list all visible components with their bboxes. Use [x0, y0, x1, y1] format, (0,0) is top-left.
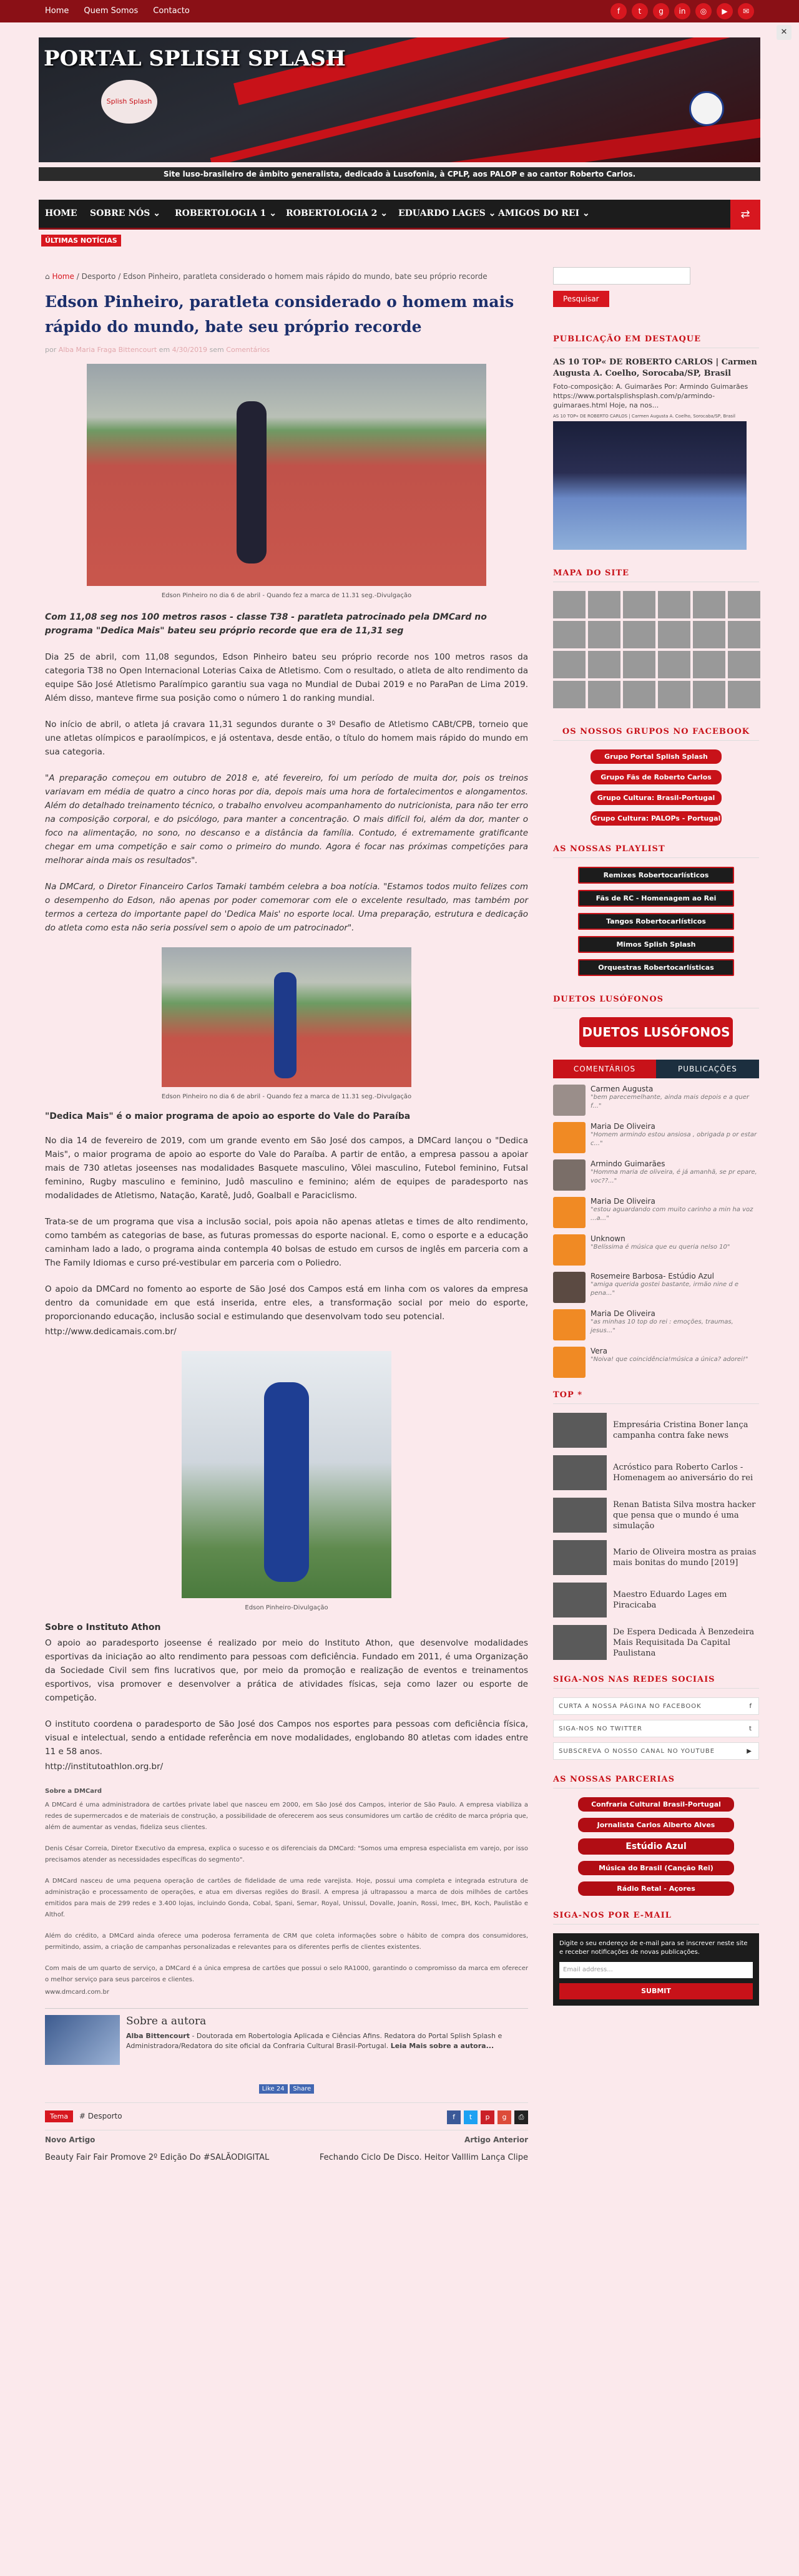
small-3: A DMCard nasceu de uma pequena operação de cartões de fidelidade de uma rede varejista. Hoje, possui uma completa e integrada estrutura de administração e processamento de operações, e atua em diversas regiões do Brasil. A empresa já ultrapassou a marca de dois milhões de cartões emitidos para mais de 299 redes e 3.400 lojas, incluindo Gonda, Cobal, Spani, Semar, Royal, Unissul, Dovalle, Joanin, Rossi, Imec, BH, Koch, Paulistão e Althof. — [45, 1878, 528, 1918]
post-footer — [45, 2102, 528, 2130]
small-5: Com mais de um quarto de serviço, a DMCard é a única empresa de cartões que possui o selo RA1000, garantindo o compromisso da marca em oferecer o melhor serviço para seus parceiros e clientes. — [45, 1965, 528, 1983]
avatar — [553, 1234, 586, 1266]
map-thumb[interactable] — [658, 621, 690, 648]
fb-like-button[interactable]: Like 24 — [259, 2084, 288, 2094]
partner-link[interactable]: Confraria Cultural Brasil-Portugal — [578, 1797, 734, 1812]
close-icon[interactable]: ✕ — [777, 25, 792, 40]
email-text: Digite o seu endereço de e-mail para se inscrever neste site e receber notificações de novas publicações. — [559, 1940, 748, 1956]
partner-link[interactable]: Rádio Retal - Açores — [578, 1881, 734, 1896]
map-thumb[interactable] — [623, 651, 655, 678]
comment-tabs — [553, 1060, 759, 1078]
post-title: Edson Pinheiro, paratleta considerado o homem mais rápido do mundo, bate seu próprio recorde — [45, 293, 514, 336]
comment-item[interactable]: Maria De Oliveira "Homem armindo estou ansiosa , obrigada p or estar c..." — [553, 1122, 759, 1153]
groups-heading: OS NOSSOS GRUPOS NO FACEBOOK — [553, 727, 759, 741]
nav-sobre-nos[interactable]: SOBRE NÓS ⌄ — [90, 208, 161, 218]
nav-home[interactable]: HOME — [45, 208, 77, 218]
fb-buttons — [45, 2084, 528, 2092]
featured-title[interactable]: AS 10 TOP« DE ROBERTO CARLOS | Carmen Augusta A. Coelho, Sorocaba/SP, Brasil — [553, 358, 757, 378]
avatar — [553, 1309, 586, 1340]
avatar — [553, 1159, 586, 1191]
duetos-heading: DUETOS LUSÓFONOS — [553, 995, 759, 1008]
share-icons — [447, 2110, 528, 2124]
comment-item[interactable]: Carmen Augusta "bem parecemelhante, ainda mais depois e a quer f..." — [553, 1085, 759, 1116]
map-thumb[interactable] — [728, 621, 760, 648]
follow-facebook[interactable]: CURTA A NOSSA PÁGINA NO FACEBOOK f — [553, 1697, 759, 1715]
top-heading: TOP * — [553, 1390, 759, 1404]
top-nav — [45, 0, 205, 22]
photo-caption-1: Edson Pinheiro no dia 6 de abril - Quando fez a marca de 11.31 seg.-Divulgação — [161, 592, 412, 599]
duetos-button[interactable]: DUETOS LUSÓFONOS — [579, 1017, 733, 1047]
map-thumb[interactable] — [658, 681, 690, 708]
follow-youtube[interactable]: SUBSCREVA O NOSSO CANAL NO YOUTUBE ▶ — [553, 1742, 759, 1760]
news-ticker — [39, 232, 760, 252]
photo-caption-2: Edson Pinheiro no dia 6 de abril - Quando fez a marca de 11.31 seg.-Divulgação — [161, 1093, 412, 1100]
follow-heading: SIGA-NOS NAS REDES SOCIAIS — [553, 1675, 759, 1689]
map-thumb[interactable] — [728, 591, 760, 618]
site-logo: Splish Splash — [101, 80, 157, 124]
youtube-icon: ▶ — [747, 1748, 752, 1755]
sidebar — [553, 267, 759, 2006]
partner-link[interactable]: Estúdio Azul — [578, 1838, 734, 1855]
featured-image[interactable] — [553, 421, 747, 550]
nav-eduardo-lages[interactable]: EDUARDO LAGES ⌄ — [398, 208, 496, 218]
map-thumb[interactable] — [553, 621, 586, 648]
map-thumb[interactable] — [693, 621, 725, 648]
breadcrumb-current: Edson Pinheiro, paratleta considerado o homem mais rápido do mundo, bate seu próprio recorde — [123, 272, 488, 281]
breadcrumb-home[interactable]: Home — [52, 272, 74, 281]
top-item[interactable]: De Espera Dedicada À Benzedeira Mais Requisitada Da Capital Paulistana — [553, 1625, 759, 1660]
paragraph-6: Trata-se de um programa que visa a inclusão social, pois apoia não apenas atletas e times de alto rendimento, como também as categorias de base, as futuras promessas do esporte nacional. E, como o esporte e a educação caminham lado a lado, o programa ainda contempla 40 bolsas de estudo em cursos de inglês em parceria com a The Family Idiomas e curso pré-vestibular em parceria com o Poliedro. — [45, 1217, 528, 1268]
newer-label: Novo Artigo — [45, 2135, 96, 2144]
paragraph-4: Na DMCard, o Diretor Financeiro Carlos Tamaki também celebra a boa notícia. "Estamos todos muito felizes com o desempenho do Edson, não apenas por poder comemorar com ele o excelente resultado, mas também por termos a certeza do importante papel do 'Dedica Mais' no esporte local. Uma preparação, estrutura e dedicação do atleta como esta não seria possível sem o apoio de um patrocinador". — [45, 882, 528, 933]
twitter-icon: t — [749, 1725, 752, 1732]
linkedin-icon[interactable]: in — [674, 3, 690, 19]
group-link[interactable]: Grupo Cultura: PALOPs - Portugal — [591, 811, 722, 826]
comment-item[interactable]: Maria De Oliveira "as minhas 10 top do rei : emoções, traumas, jesus..." — [553, 1309, 759, 1340]
breadcrumb-category[interactable]: Desporto — [81, 272, 116, 281]
map-heading: MAPA DO SITE — [553, 568, 759, 582]
top-item[interactable]: Maestro Eduardo Lages em Piracicaba — [553, 1583, 759, 1617]
follow-twitter[interactable]: SIGA-NOS NO TWITTER t — [553, 1720, 759, 1737]
map-thumb[interactable] — [728, 651, 760, 678]
comment-item[interactable]: Rosemeire Barbosa- Estúdio Azul "amiga querida gostei bastante, irmão nine d e pena..." — [553, 1272, 759, 1303]
top-item[interactable]: Renan Batista Silva mostra hacker que pensa que o mundo é uma simulação — [553, 1498, 759, 1533]
ticker-label: ÚLTIMAS NOTÍCIAS — [41, 235, 121, 246]
playlist-link[interactable]: Orquestras Robertocarlísticas — [578, 959, 734, 976]
comment-item[interactable]: Maria De Oliveira "estou aguardando com muito carinho a min ha voz ...a..." — [553, 1197, 759, 1228]
map-thumb[interactable] — [588, 681, 620, 708]
shuffle-icon[interactable]: ⇄ — [730, 200, 760, 230]
link-dmcard[interactable]: www.dmcard.com.br — [45, 1989, 109, 1996]
post-author[interactable]: Alba Maria Fraga Bittencourt — [58, 346, 157, 354]
facebook-icon: f — [749, 1703, 752, 1710]
map-thumb[interactable] — [588, 591, 620, 618]
post-comments-link[interactable]: Comentários — [226, 346, 270, 354]
map-thumb[interactable] — [693, 651, 725, 678]
article — [45, 272, 528, 2165]
top-link-quem-somos[interactable]: Quem Somos — [84, 6, 139, 16]
section-heading-dmcard: Sobre a DMCard — [45, 1788, 102, 1795]
comment-item[interactable]: Armindo Guimarães "Homma maria de oliveira, é já amanhã, se pr epare, voc??..." — [553, 1159, 759, 1191]
link-athon[interactable]: http://institutoathlon.org.br/ — [45, 1762, 164, 1772]
mail-icon[interactable]: ✉ — [738, 3, 754, 19]
photo-caption-3: Edson Pinheiro-Divulgação — [245, 1604, 328, 1611]
playlist-link[interactable]: Tangos Robertocarlísticos — [578, 913, 734, 930]
section-heading-athon: Sobre o Instituto Athon — [45, 1622, 161, 1632]
post-lead: Com 11,08 seg nos 100 metros rasos - classe T38 - paratleta patrocinado pela DMCard no programa "Dedica Mais" bateu seu próprio recorde que era de 11,31 seg — [45, 612, 487, 636]
share-google-icon[interactable]: g — [498, 2110, 511, 2124]
top-item[interactable]: Empresária Cristina Boner lança campanha contra fake news — [553, 1413, 759, 1448]
partners-heading: AS NOSSAS PARCERIAS — [553, 1775, 759, 1788]
featured-small: AS 10 TOP« DE ROBERTO CARLOS | Carmen Augusta A. Coelho, Sorocaba/SP, Brasil — [553, 414, 735, 419]
map-thumb[interactable] — [623, 591, 655, 618]
twitter-icon[interactable]: t — [632, 3, 648, 19]
email-heading: SIGA-NOS POR E-MAIL — [553, 1911, 759, 1925]
group-link[interactable]: Grupo Portal Splish Splash — [591, 749, 722, 764]
older-label: Artigo Anterior — [464, 2135, 528, 2144]
tag-label: Tema — [45, 2110, 73, 2122]
section-heading-dedica: "Dedica Mais" é o maior programa de apoio ao esporte do Vale do Paraíba — [45, 1111, 411, 1121]
share-twitter-icon[interactable]: t — [464, 2110, 478, 2124]
map-thumb[interactable] — [588, 651, 620, 678]
map-thumb[interactable] — [553, 651, 586, 678]
group-link[interactable]: Grupo Fãs de Roberto Carlos — [591, 770, 722, 784]
athlete-figure-2 — [274, 972, 297, 1078]
top-link-contacto[interactable]: Contacto — [153, 6, 190, 16]
comments-list — [553, 1085, 759, 1378]
post-nav — [45, 2130, 528, 2165]
avatar — [553, 1347, 586, 1378]
share-facebook-icon[interactable]: f — [447, 2110, 461, 2124]
avatar — [553, 1085, 586, 1116]
site-title[interactable]: PORTAL SPLISH SPLASH — [44, 46, 346, 71]
top-list — [553, 1413, 759, 1660]
top-item[interactable]: Mario de Oliveira mostra as praias mais bonitas do mundo [2019] — [553, 1540, 759, 1575]
paragraph-8: O apoio ao paradesporto joseense é realizado por meio do Instituto Athon, que desenvolve modalidades esportivas da iniciação ao alto rendimento para pessoas com deficiência. Fundado em 2011, é uma Organização da Sociedade Civil sem fins lucrativos que, por meio da promoção e realização de eventos e treinamentos esportivos, visa promover e desenvolver a prática de atividades físicas, seja como lazer ou esporte de competição. — [45, 1638, 528, 1703]
nav-robertologia-2[interactable]: ROBERTOLOGIA 2 ⌄ — [286, 208, 388, 218]
newer-post-link[interactable]: Beauty Fair Fair Promove 2º Edição Do #SALÃODIGITAL — [45, 2153, 270, 2162]
author-box: Sobre a autora Alba Bittencourt - Doutorada em Robertologia Aplicada e Ciências Afins. Redatora do Portal Splish Splash e Administradora/Redatora do site oficial da Confraria Cultural Brasil-Portugal. Leia Mais sobre a autora... — [45, 2008, 528, 2065]
comment-item[interactable]: Unknown "Belíssima é música que eu queria nelso 10" — [553, 1234, 759, 1266]
paragraph-1: Dia 25 de abril, com 11,08 segundos, Edson Pinheiro bateu seu próprio recorde nos 100 metros rasos da categoria T38 no Open Internacional Loterias Caixa de Atletismo. Com o resultado, o atleta de alto rendimento da equipe São José Atletismo Paralímpico garantiu sua vaga no Mundial de Dubai 2019 e no ParaPan de Lima 2019. Além disso, manteve firme sua posição como o número 1 do ranking mundial. — [45, 652, 528, 703]
main-nav — [39, 200, 760, 230]
author-name[interactable]: Alba Bittencourt — [126, 2032, 190, 2040]
breadcrumb-home-icon: ⌂ — [45, 272, 52, 281]
map-thumb[interactable] — [728, 681, 760, 708]
author-photo — [45, 2015, 120, 2065]
author-heading: Sobre a autora — [126, 2015, 207, 2027]
comment-item[interactable]: Vera "Noiva! que coincidência!música a única? adorei!" — [553, 1347, 759, 1378]
nav-robertologia-1[interactable]: ROBERTOLOGIA 1 ⌄ — [175, 208, 277, 218]
featured-text: Foto-composição: A. Guimarães Por: Armindo Guimarães https://www.portalsplishsplash.com/p/armindo-guimaraes.html Hoje, na nos... — [553, 383, 748, 409]
emblem-icon — [689, 91, 724, 126]
small-4: Além do crédito, a DMCard ainda oferece uma poderosa ferramenta de CRM que coleta informações sobre o hábito de compra dos consumidores, permitindo, assim, a criação de campanhas personalizadas e relevantes para os diferentes perfis de clientes existentes. — [45, 1933, 528, 1951]
instagram-icon[interactable]: ◎ — [695, 3, 712, 19]
playlist-list — [578, 867, 734, 976]
search-input[interactable] — [553, 267, 690, 285]
youtube-icon[interactable]: ▶ — [717, 3, 733, 19]
playlist-link[interactable]: Mimos Splish Splash — [578, 936, 734, 953]
search-button[interactable]: Pesquisar — [553, 291, 609, 307]
avatar — [553, 1197, 586, 1228]
paragraph-9: O instituto coordena o paradesporto de São José dos Campos nos esportes para pessoas com deficiência física, visual e intelectual, sendo a entidade referência em nove modalidades, englobando 80 atletas com idades entre 11 e 58 anos. — [45, 1719, 528, 1757]
playlist-link[interactable]: Remixes Robertocarlísticos — [578, 867, 734, 884]
paragraph-quote: "A preparação começou em outubro de 2018 e, até fevereiro, foi um período de muita dor, pois os treinos variavam em média de quatro a cinco horas por dia, depois mais uma hora de fortalecimentos e alongamentos. Além do detalhado treinamento técnico, o trabalho envolveu acompanhamento do nutricionista, para não ter erro na composição corporal, e do psicólogo, para manter a concentração. O mais difícil foi, além da dor, manter o foco na alimentação, no sono, no descanso e a distância da família. Contudo, é extremamente gratificante chegar em uma competição e sair como o primeiro do mundo. Agora é focar nas próximas competições para melhorar ainda mais os resultados". — [45, 773, 528, 866]
top-bar — [0, 0, 799, 22]
partner-link[interactable]: Jornalista Carlos Alberto Alves — [578, 1818, 734, 1832]
follow-list — [553, 1697, 759, 1760]
athlete-figure-3 — [264, 1382, 309, 1582]
breadcrumb: ⌂ Home / Desporto / Edson Pinheiro, paratleta considerado o homem mais rápido do mundo, bate seu próprio recorde — [45, 272, 488, 281]
partner-link[interactable]: Música do Brasil (Canção Rei) — [578, 1861, 734, 1875]
map-thumb[interactable] — [658, 591, 690, 618]
tab-publicacoes[interactable]: PUBLICAÇÕES — [656, 1060, 759, 1078]
older-post-link[interactable]: Fechando Ciclo De Disco. Heitor Valllim Lança Clipe — [319, 2153, 528, 2162]
map-thumb[interactable] — [588, 621, 620, 648]
partners-list — [578, 1797, 734, 1896]
email-input[interactable]: Email address... — [559, 1962, 753, 1978]
small-2: Denis César Correia, Diretor Executivo da empresa, explica o sucesso e os diferenciais da DMCard: "Somos uma empresa especialista em varejo, por isso precisamos atender as necessidades específicas do segmento". — [45, 1845, 528, 1863]
top-link-home[interactable]: Home — [45, 6, 69, 16]
author-more-link[interactable]: Leia Mais sobre a autora... — [390, 2042, 494, 2050]
tab-comentarios[interactable]: COMENTÁRIOS — [553, 1060, 656, 1078]
email-signup — [553, 1933, 759, 2006]
paragraph-5: No dia 14 de fevereiro de 2019, com um grande evento em São José dos campos, a DMCard lançou o "Dedica Mais", o maior programa de apoio ao esporte do Vale do Paraíba. A partir de então, a empresa passou a apoiar mais de 730 atletas joseenses nas modalidades Basquete masculino, Vôlei masculino, Futebol feminino, Futsal feminino, Rugby masculino e feminino, Judô masculino e feminino; além de equipes de paradesporto nas modalidades de Atletismo, Natação, Karatê, Judô, Goalball e Paraciclismo. — [45, 1136, 528, 1201]
link-dedicamais[interactable]: http://www.dedicamais.com.br/ — [45, 1327, 177, 1337]
site-tagline: Site luso-brasileiro de âmbito generalista, dedicado à Lusofonia, à CPLP, aos PALOP e ao cantor Roberto Carlos. — [39, 167, 760, 181]
share-pinterest-icon[interactable]: p — [481, 2110, 494, 2124]
map-thumb[interactable] — [623, 621, 655, 648]
social-icons — [610, 3, 754, 19]
facebook-icon[interactable]: f — [610, 3, 627, 19]
avatar — [553, 1272, 586, 1303]
post-date[interactable]: 4/30/2019 — [172, 346, 208, 354]
map-thumb[interactable] — [623, 681, 655, 708]
google-plus-icon[interactable]: g — [653, 3, 669, 19]
playlist-link[interactable]: Fãs de RC - Homenagem ao Rei — [578, 890, 734, 907]
group-link[interactable]: Grupo Cultura: Brasil-Portugal — [591, 791, 722, 805]
email-submit-button[interactable]: SUBMIT — [559, 1983, 753, 1999]
avatar — [553, 1122, 586, 1153]
paragraph-7: O apoio da DMCard no fomento ao esporte de São José dos Campos está em linha com os valores da empresa dentro da comunidade em que está inserida, entre eles, a transformação social por meio do esporte, proporcionando educação, inclusão social e estimulando que desenvolvam todo seu potencial. — [45, 1284, 528, 1322]
map-thumb[interactable] — [658, 651, 690, 678]
map-thumb[interactable] — [553, 591, 586, 618]
paragraph-2: No início de abril, o atleta já cravara 11,31 segundos durante o 3º Desafio de Atletismo CABt/CPB, torneio que une atletas olímpicos e paraolímpicos, e já ostentava, desde então, o título do homem mais rápido do mundo em sua categoria. — [45, 720, 528, 757]
post-meta: por Alba Maria Fraga Bittencourt em 4/30/2019 sem Comentários — [45, 346, 270, 354]
tag-desporto[interactable]: # Desporto — [79, 2112, 122, 2120]
map-thumb[interactable] — [693, 681, 725, 708]
map-thumb[interactable] — [553, 681, 586, 708]
fb-share-button[interactable]: Share — [290, 2084, 314, 2094]
nav-amigos-do-rei[interactable]: AMIGOS DO REI ⌄ — [498, 208, 590, 218]
header-banner — [39, 37, 760, 162]
athlete-figure — [237, 401, 267, 564]
share-print-icon[interactable]: ⎙ — [514, 2110, 528, 2124]
playlist-heading: AS NOSSAS PLAYLIST — [553, 844, 759, 858]
site-map-grid — [553, 591, 759, 708]
top-item[interactable]: Acróstico para Roberto Carlos - Homenagem ao aniversário do rei — [553, 1455, 759, 1490]
small-1: A DMCard é uma administradora de cartões private label que nasceu em 2000, em São José dos Campos, interior de São Paulo. A empresa viabiliza a redes de supermercados e de materiais de construção, a possibilidade de oferecerem aos seus consumidores um cartão de crédito de marca própria que, além de aumentar as vendas, fideliza seus clientes. — [45, 1802, 528, 1831]
photo-track-1 — [87, 364, 486, 586]
featured-heading: PUBLICAÇÃO EM DESTAQUE — [553, 334, 759, 348]
map-thumb[interactable] — [693, 591, 725, 618]
groups-list — [591, 749, 722, 826]
photo-track-2 — [162, 947, 411, 1087]
photo-portrait — [182, 1351, 391, 1598]
